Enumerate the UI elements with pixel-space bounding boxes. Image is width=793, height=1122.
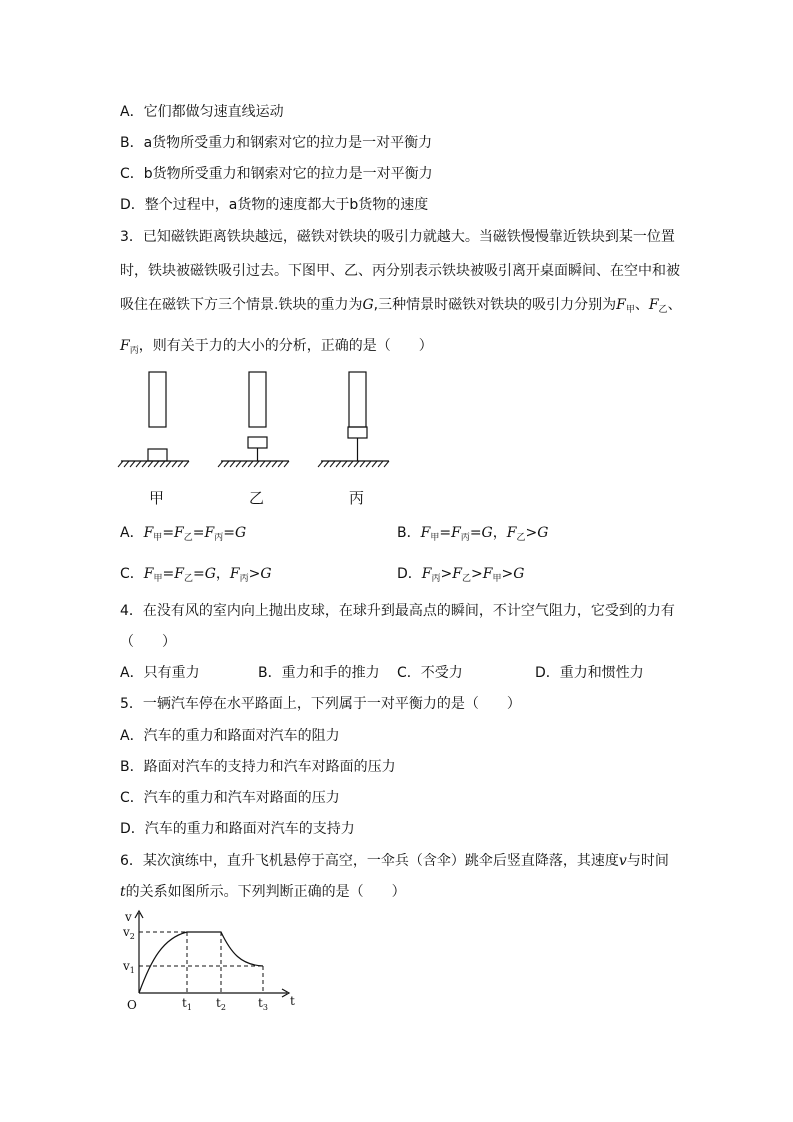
q6-stem-line2: t的关系如图所示。下列判断正确的是（ ） (120, 884, 406, 900)
v-axis-label: v (125, 910, 132, 924)
q5-option-d: D．汽车的重力和路面对汽车的支持力 (120, 821, 355, 837)
table-hatch (330, 461, 335, 467)
magnet-jia (149, 372, 166, 427)
table-hatch (366, 461, 371, 467)
q4-option-d: D．重力和惯性力 (535, 665, 644, 681)
figure-label-yi: 乙 (249, 489, 265, 507)
table-hatch (148, 461, 153, 467)
q5-stem: 5．一辆汽车停在水平路面上，下列属于一对平衡力的是（ ） (120, 696, 521, 712)
t-axis-label: t (290, 994, 295, 1008)
q3-stem-line1: 3．已知磁铁距离铁块越远，磁铁对铁块的吸引力就越大。当磁铁慢慢靠近铁块到某一位置 (120, 229, 675, 245)
table-hatch (130, 461, 135, 467)
q3-stem-line4: $F_丙$，则有关于力的大小的分析，正确的是（ ） (120, 338, 433, 356)
table-hatch (248, 461, 253, 467)
table-hatch (254, 461, 259, 467)
table-hatch (184, 461, 189, 467)
table-hatch (384, 461, 389, 467)
table-hatch (178, 461, 183, 467)
table-hatch (242, 461, 247, 467)
iron-block-jia (148, 449, 167, 461)
q5-option-a: A．汽车的重力和路面对汽车的阻力 (120, 728, 340, 744)
figure-label-jia: 甲 (149, 489, 165, 507)
magnet-figure (115, 368, 405, 468)
table-hatch (348, 461, 353, 467)
q3-option-a: A．$F_甲=F_乙=F_丙=G$ (120, 525, 247, 543)
table-hatch (136, 461, 141, 467)
q5-option-b: B．路面对汽车的支持力和汽车对路面的压力 (120, 759, 396, 775)
table-hatch (218, 461, 223, 467)
table-hatch (354, 461, 359, 467)
table-hatch (118, 461, 123, 467)
table-hatch (154, 461, 159, 467)
velocity-time-graph (115, 905, 315, 1015)
table-hatch (224, 461, 229, 467)
table-hatch (260, 461, 265, 467)
q4-stem-line2: （ ） (120, 634, 176, 650)
q3-option-b: B．$F_甲=F_丙=G$，$F_乙>G$ (397, 525, 549, 543)
table-hatch (284, 461, 289, 467)
table-hatch (278, 461, 283, 467)
table-hatch (124, 461, 129, 467)
v1-label: $v_1$ (123, 959, 135, 975)
table-hatch (230, 461, 235, 467)
t2-label: $t_2$ (216, 996, 226, 1012)
q4-stem-line1: 4．在没有风的室内向上抛出皮球，在球升到最高点的瞬间，不计空气阻力，它受到的力有 (120, 603, 675, 619)
origin-label: O (127, 998, 137, 1012)
q2-option-c: C．b货物所受重力和钢索对它的拉力是一对平衡力 (120, 166, 433, 182)
table-hatch (266, 461, 271, 467)
table-hatch (172, 461, 177, 467)
q2-option-a: A．它们都做匀速直线运动 (120, 104, 284, 120)
figure-label-bing: 丙 (349, 489, 365, 507)
table-hatch (342, 461, 347, 467)
q3-option-d: D．$F_丙>F_乙>F_甲>G$ (397, 566, 525, 584)
q6-stem-line1: 6．某次演练中，直升飞机悬停于高空，一伞兵（含伞）跳伞后竖直降落，其速度v与时间 (120, 853, 669, 869)
q2-option-d: D．整个过程中，a货物的速度都大于b货物的速度 (120, 197, 429, 213)
magnet-bing (349, 372, 366, 427)
table-hatch (336, 461, 341, 467)
table-hatch (272, 461, 277, 467)
q3-option-c: C．$F_甲=F_乙=G$，$F_丙>G$ (120, 566, 272, 584)
q3-stem-line2: 时，铁块被磁铁吸引过去。下图甲、乙、丙分别表示铁块被吸引离开桌面瞬间、在空中和被 (120, 263, 680, 279)
t3-label: $t_3$ (258, 996, 268, 1012)
table-hatch (142, 461, 147, 467)
t1-label: $t_1$ (182, 996, 192, 1012)
magnet-yi (249, 372, 266, 427)
table-hatch (160, 461, 165, 467)
table-hatch (236, 461, 241, 467)
table-hatch (318, 461, 323, 467)
table-hatch (166, 461, 171, 467)
v2-label: $v_2$ (123, 925, 135, 941)
q2-option-b: B．a货物所受重力和钢索对它的拉力是一对平衡力 (120, 135, 433, 151)
table-hatch (360, 461, 365, 467)
q4-option-c: C．不受力 (397, 665, 463, 681)
table-hatch (324, 461, 329, 467)
q4-option-b: B．重力和手的推力 (258, 665, 380, 681)
table-hatch (372, 461, 377, 467)
table-hatch (378, 461, 383, 467)
iron-block-yi (248, 437, 267, 448)
q4-option-a: A．只有重力 (120, 665, 200, 681)
q3-stem-line3: 吸住在磁铁下方三个情景.铁块的重力为G,三种情景时磁铁对铁块的吸引力分别为$F_甲$、$F_乙$、 (120, 297, 682, 315)
q5-option-c: C．汽车的重力和汽车对路面的压力 (120, 790, 340, 806)
velocity-curve (139, 932, 263, 993)
iron-block-bing (348, 427, 367, 438)
